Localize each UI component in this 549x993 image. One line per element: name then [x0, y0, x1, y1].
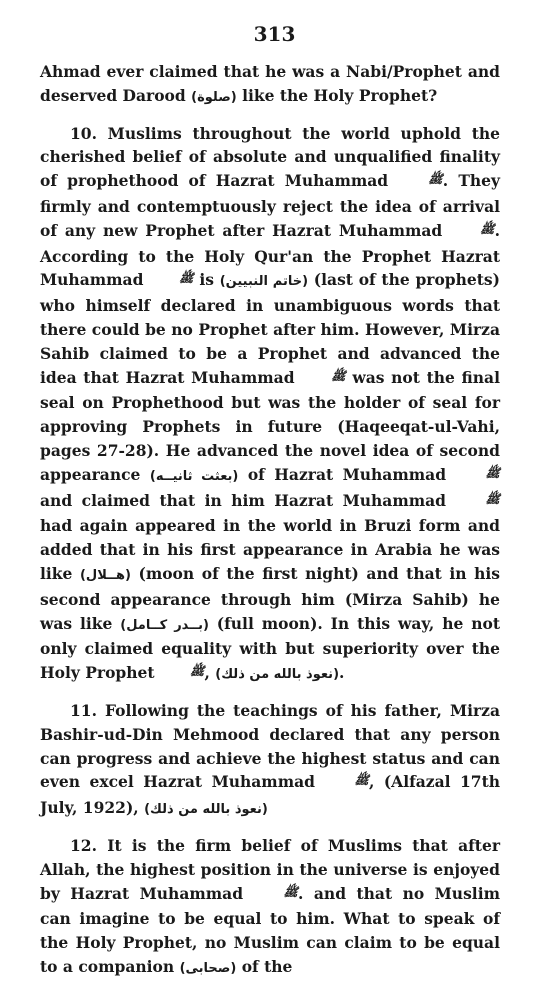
pbuh-ligature: ﷺ [189, 664, 205, 679]
paragraph-p10 [40, 122, 500, 687]
paragraph-p11 [40, 699, 500, 822]
arabic-phrase: (صلوة) [191, 89, 237, 105]
text-run: and claimed that in him Hazrat Muhammad [40, 490, 456, 510]
paragraph-p0 [40, 60, 500, 110]
pbuh-ligature: ﷺ [485, 465, 500, 480]
page-number: 313 [253, 22, 296, 46]
text-run: (moon of the first night) and that in his second appearance through him (Mirza Sahib) he was like [40, 563, 500, 633]
body-text [40, 60, 500, 993]
text-run: 11. Following the teachings of his father, Mirza Bashir-ud-Din Mehmood declared that any person can progress and achieve the highest status and can even excel Hazrat Muhammad [40, 700, 500, 792]
text-run: like the Holy Prophet? [236, 85, 438, 105]
text-run: was not the final seal on Prophethood but was the holder of seal for approving Prophets in future (Haqeeqat-ul-Vahi, pages 27-28). He advanced the novel idea of second appearance [40, 367, 500, 484]
text-run: . They firmly and contemptuously reject the idea of arrival of any new Prophet after Hazrat Muhammad [40, 171, 500, 240]
text-run: 12. It is the firm belief of Muslims that after Allah, the highest position in the universe is enjoyed by Hazrat Muhammad [40, 835, 500, 903]
text-run: . [339, 663, 345, 683]
arabic-phrase: (هــلال) [79, 567, 131, 583]
pbuh-ligature: ﷺ [428, 172, 443, 187]
arabic-phrase: (خاتم النبيين) [219, 274, 309, 290]
pbuh-ligature: ﷺ [480, 221, 495, 236]
text-run: . and that no Muslim can imagine to be equal to him. What to speak of the Holy Prophet, no Muslim can claim to be equal to a companion [40, 883, 500, 976]
text-run: Ahmad ever claimed that he was a Nabi/Prophet and deserved Darood [40, 62, 500, 105]
arabic-phrase: (نعوذ بالله من ذلك) [144, 802, 268, 818]
text-run: 10. Muslims throughout the world uphold the cherished belief of absolute and unqualified finality of prophethood of Hazrat Muhammad [40, 123, 500, 191]
paragraph-p12 [40, 834, 500, 981]
arabic-phrase: (نعوذ بالله من ذلك) [215, 667, 340, 683]
text-run: , (Alfazal 17th July, 1922), [40, 772, 500, 818]
text-run: is [193, 270, 220, 290]
text-run: (last of the prophets) who himself declared in unambiguous words that there could be no Prophet after him. However, Mirza Sahib claimed to be a Prophet and advanced the idea that Hazrat Muhammad [40, 270, 500, 387]
pbuh-ligature: ﷺ [179, 271, 194, 286]
text-run: (full moon). In this way, he not only claimed equality with but superiority over the Holy Prophet [40, 613, 500, 683]
arabic-phrase: (صحابى) [179, 960, 237, 976]
arabic-phrase: (بــدر كــامل) [120, 617, 209, 633]
pbuh-ligature: ﷺ [331, 368, 346, 383]
text-run: of the [236, 956, 293, 976]
pbuh-ligature: ﷺ [485, 491, 500, 506]
text-run: , [204, 663, 216, 683]
text-run: of Hazrat Muhammad [238, 464, 456, 484]
text-run: had again appeared in the world in Bruzi form and added that in his first appearance in Arabia he was like [40, 516, 500, 583]
arabic-phrase: (بعثت ثانيــه) [149, 468, 239, 484]
text-run: . According to the Holy Qur'an the Prophet Hazrat Muhammad [40, 220, 500, 290]
pbuh-ligature: ﷺ [283, 884, 299, 899]
pbuh-ligature: ﷺ [354, 773, 369, 788]
